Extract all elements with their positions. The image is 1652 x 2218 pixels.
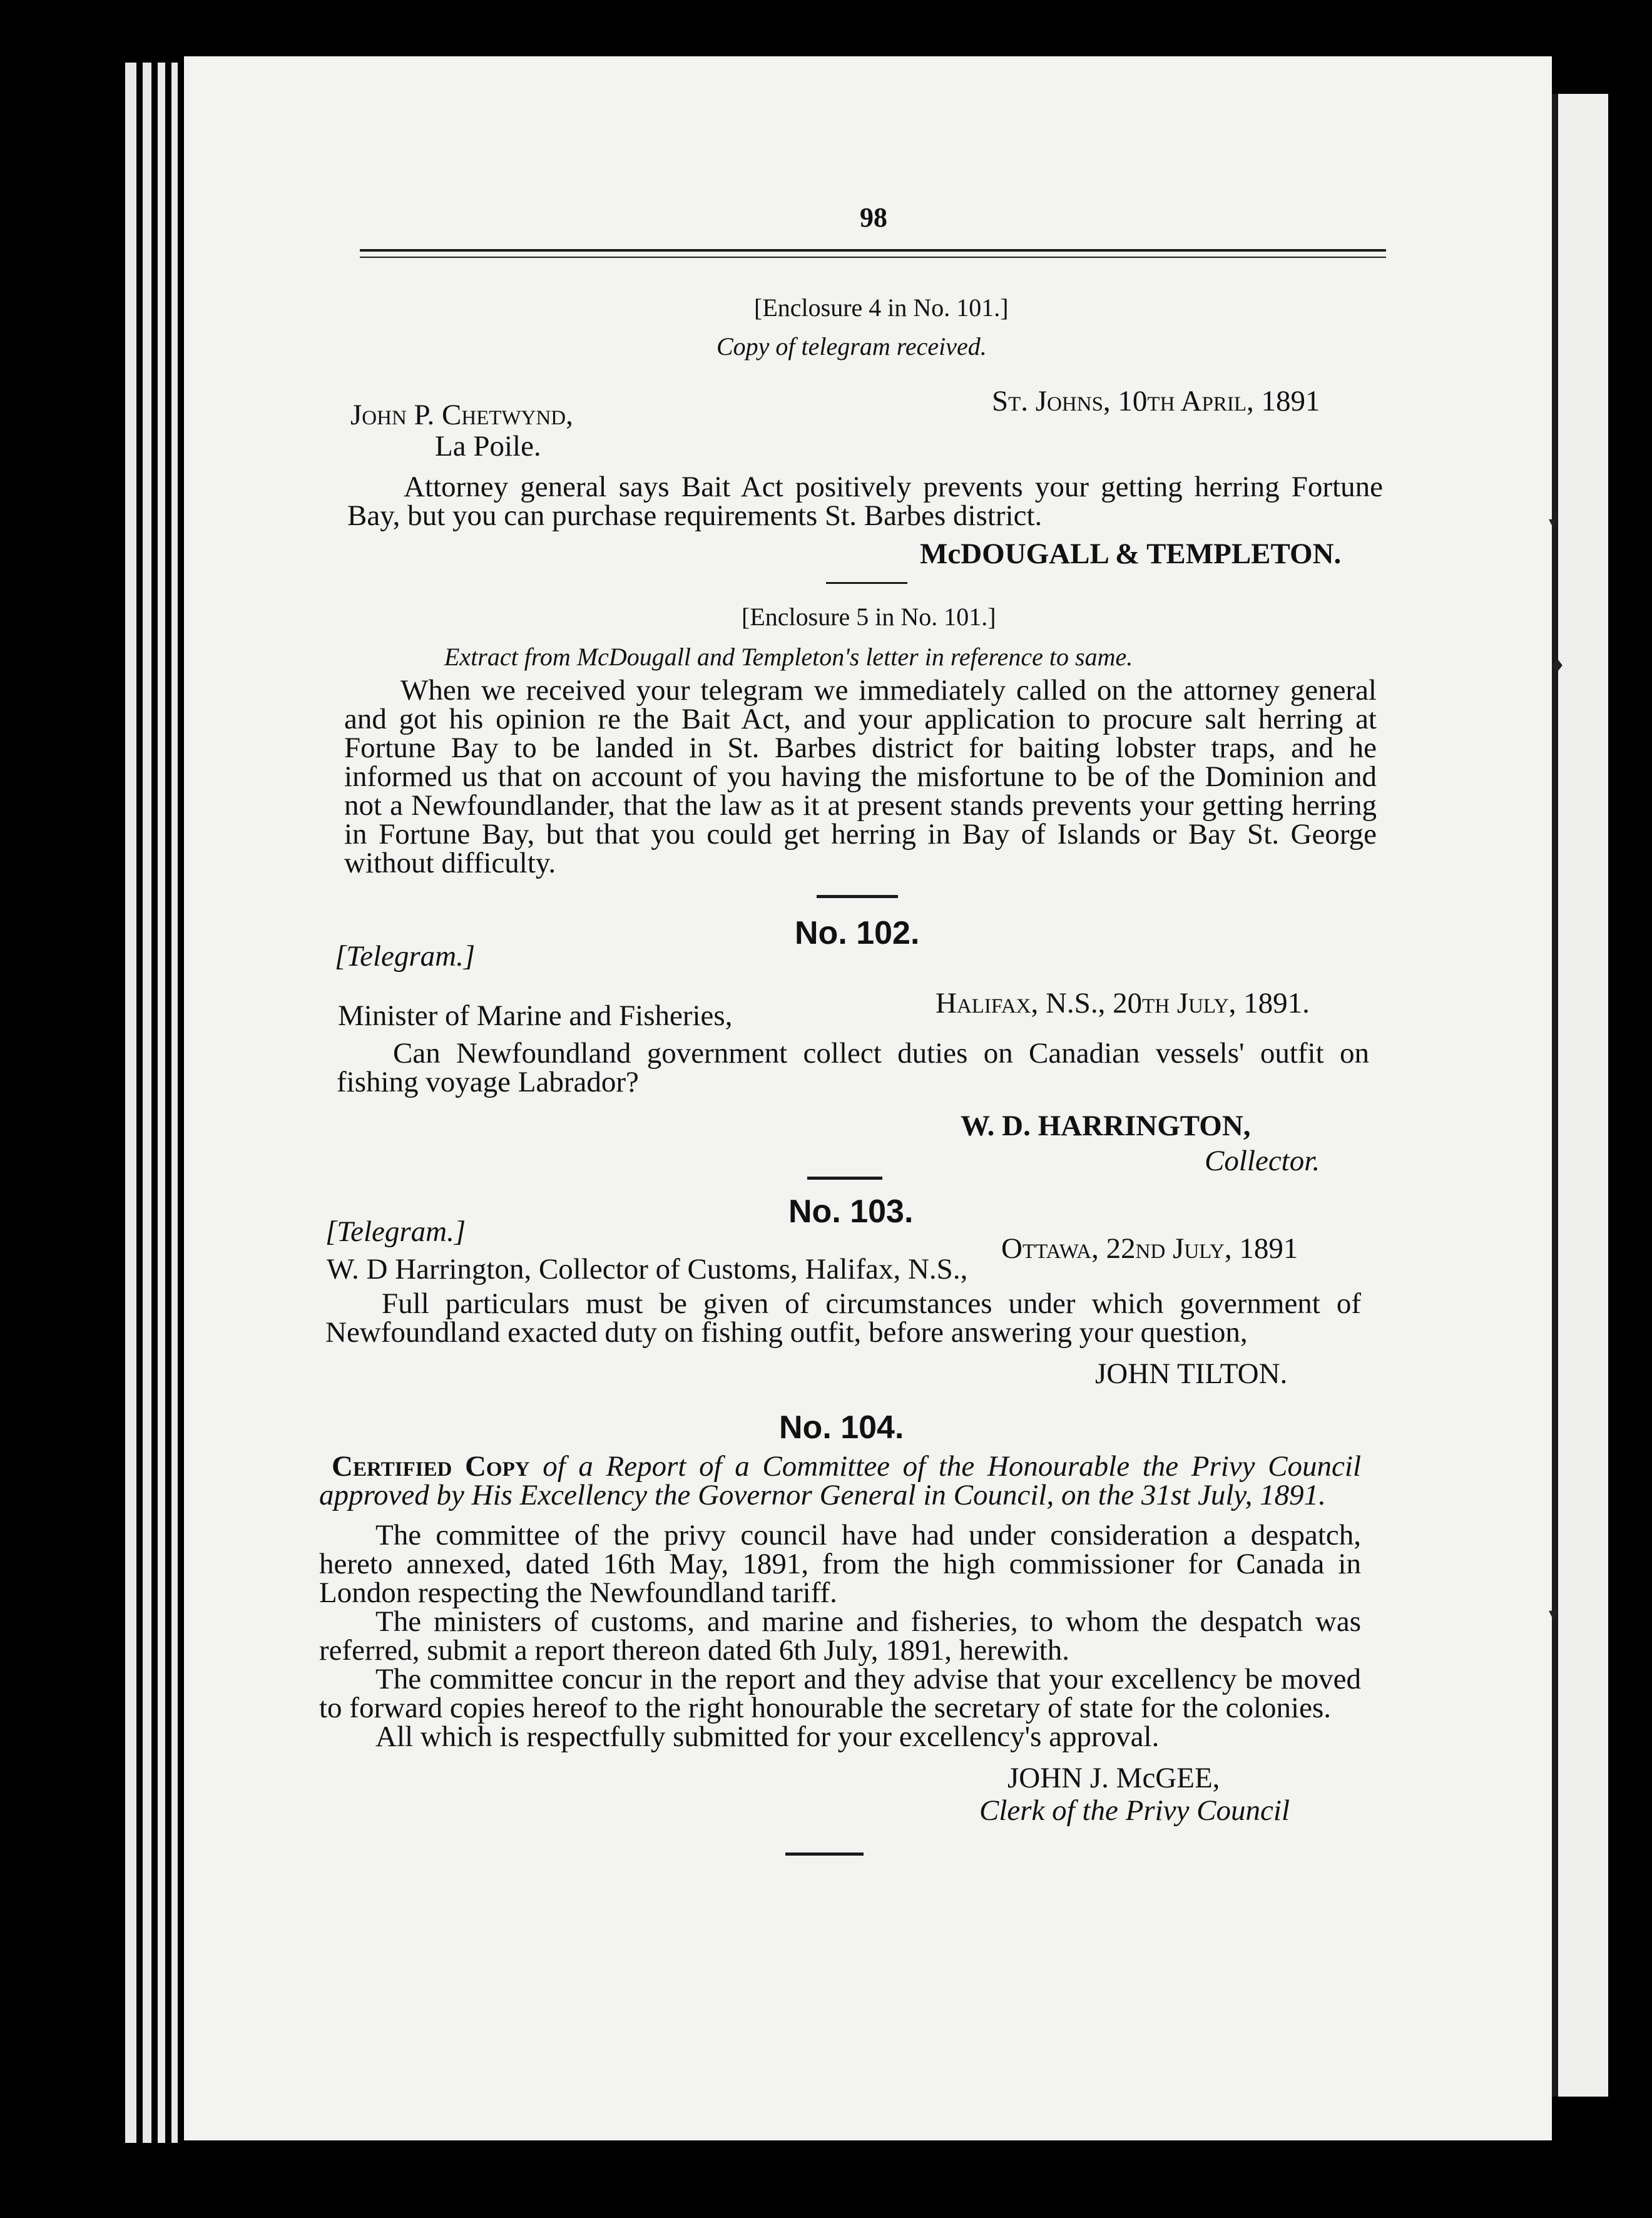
telegram-message: Can Newfoundland government collect duties on Canadian vessels' outfit on fishing voyage Labrador? xyxy=(337,1037,1369,1098)
signature: McDOUGALL & TEMPLETON. xyxy=(920,538,1342,570)
signature: JOHN TILTON. xyxy=(1095,1357,1288,1390)
signature: JOHN J. McGEE, xyxy=(1007,1762,1220,1794)
report-intro xyxy=(319,1452,1361,1510)
section-heading: No. 102. xyxy=(795,915,920,951)
enclosure-subheading: Copy of telegram received. xyxy=(716,332,987,360)
signature: W. D. HARRINGTON, xyxy=(961,1110,1251,1142)
section-rule xyxy=(785,1853,864,1856)
book-edge xyxy=(171,63,178,2143)
report-paragraph: The committee concur in the report and they advise that your excellency be moved to forward copies hereof to the right honourable the secretary of state for the colonies. xyxy=(319,1663,1361,1724)
signature-title: Clerk of the Privy Council xyxy=(979,1794,1290,1827)
enclosure-subheading: Extract from McDougall and Templeton's letter in reference to same. xyxy=(444,643,1133,671)
section-heading: No. 103. xyxy=(788,1193,914,1230)
book-edge xyxy=(143,63,151,2143)
addressee: Minister of Marine and Fisheries, xyxy=(338,999,733,1032)
addressee: W. D Harrington, Collector of Customs, Halifax, N.S., xyxy=(327,1253,968,1285)
section-rule xyxy=(817,895,898,898)
margin-mark: ▾ xyxy=(1549,512,1559,534)
report-intro-text: of a Report of a Committee of the Honourable the Privy Council approved by His Excellency the Governor General in Council, on the 31st July, 1891. xyxy=(319,1450,1362,1511)
place-date: St. Johns, 10th April, 1891 xyxy=(992,385,1320,417)
document-page xyxy=(184,56,1552,2140)
telegram-label: [Telegram.] xyxy=(335,940,476,973)
header-rule xyxy=(360,257,1386,258)
binding-line xyxy=(1552,94,1558,2097)
report-paragraph: All which is respectfully submitted for your excellency's approval. xyxy=(375,1720,1160,1753)
report-paragraph: The committee of the privy council have had under consideration a despatch, hereto annexed, dated 16th May, 1891, from the high commissioner for Canada in London respecting the Newfoundland tariff. xyxy=(319,1519,1361,1609)
binding-strip xyxy=(1558,94,1608,2097)
report-body xyxy=(319,1521,1361,1751)
report-paragraph: The ministers of customs, and marine and fisheries, to whom the despatch was referred, submit a report thereon dated 6th July, 1891, herewith. xyxy=(319,1605,1361,1667)
place-date: Halifax, N.S., 20th July, 1891. xyxy=(936,987,1310,1020)
telegram-message: Attorney general says Bait Act positively prevents your getting herring Fortune Bay, but you can purchase requirements St. Barbes district. xyxy=(347,471,1383,532)
addressee-place: La Poile. xyxy=(435,430,541,463)
section-rule xyxy=(807,1177,882,1180)
margin-mark: ▾ xyxy=(1549,1603,1559,1625)
section-heading: No. 104. xyxy=(779,1409,904,1446)
book-edge xyxy=(125,63,136,2143)
enclosure-heading: [Enclosure 5 in No. 101.] xyxy=(742,603,996,631)
enclosure-heading: [Enclosure 4 in No. 101.] xyxy=(754,294,1009,322)
header-rule xyxy=(360,249,1386,252)
section-rule xyxy=(826,582,907,584)
signature-title: Collector. xyxy=(1205,1145,1320,1177)
letter-extract: When we received your telegram we immediately called on the attorney general and got his opinion re the Bait Act, and your application to procure salt herring at Fortune Bay to be landed in St. Barbes district for baiting lobster traps, and he informed us that on account of you having the misfortune to be of the Dominion and not a Newfoundlander, that the law as it at present stands prevents your getting herring in Fortune Bay, but that you could get herring in Bay of Islands or Bay St. George without difficulty. xyxy=(344,674,1377,879)
telegram-label: [Telegram.] xyxy=(325,1215,466,1248)
page-number: 98 xyxy=(860,202,887,233)
place-date: Ottawa, 22nd July, 1891 xyxy=(1001,1232,1298,1265)
report-intro-caps: Certified Copy xyxy=(332,1450,530,1483)
book-edge xyxy=(158,63,165,2143)
telegram-message: Full particulars must be given of circumstances under which government of Newfoundland exacted duty on fishing outfit, before answering your question, xyxy=(325,1287,1361,1349)
addressee-name: John P. Chetwynd, xyxy=(350,399,573,431)
margin-mark: ♦ xyxy=(1549,655,1566,677)
